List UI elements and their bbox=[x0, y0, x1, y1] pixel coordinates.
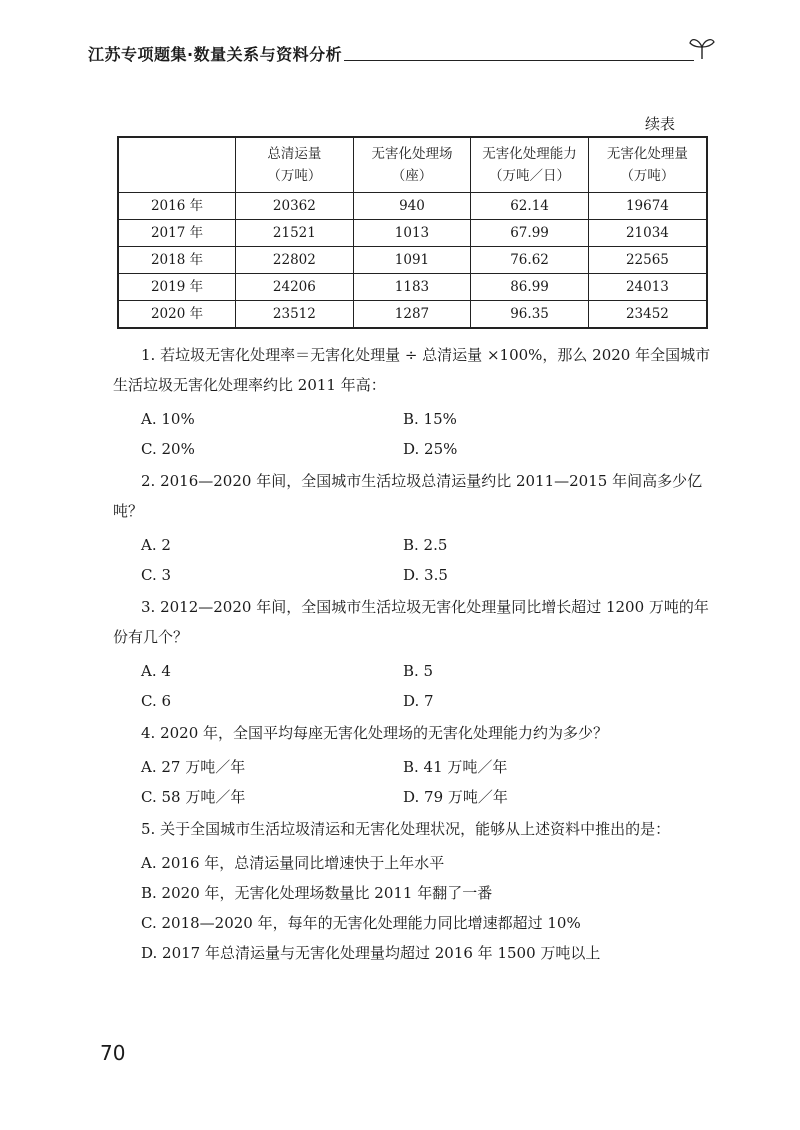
data-table bbox=[117, 136, 708, 329]
option-a[interactable]: A. 4 bbox=[141, 662, 171, 680]
option-b[interactable]: B. 15% bbox=[403, 410, 457, 428]
question-1 bbox=[113, 340, 713, 464]
column-header-unit: （万吨） bbox=[267, 168, 322, 184]
option-a[interactable]: A. 27 万吨／年 bbox=[141, 758, 246, 776]
table-cell: 76.62 bbox=[471, 247, 589, 274]
table-header-row bbox=[118, 137, 707, 193]
table-cell: 23452 bbox=[588, 301, 707, 329]
column-header-name: 无害化处理场 bbox=[371, 145, 453, 162]
column-header bbox=[588, 137, 707, 193]
table-row bbox=[118, 301, 707, 329]
option-b[interactable]: B. 2020 年，无害化处理场数量比 2011 年翻了一番 bbox=[141, 884, 493, 902]
table-cell: 22565 bbox=[588, 247, 707, 274]
option-d[interactable]: D. 3.5 bbox=[403, 566, 448, 584]
option-c[interactable]: C. 3 bbox=[141, 566, 172, 584]
column-header bbox=[236, 137, 354, 193]
table-row bbox=[118, 274, 707, 301]
question-4 bbox=[113, 718, 713, 812]
option-d[interactable]: D. 79 万吨／年 bbox=[403, 788, 508, 806]
question-list bbox=[113, 340, 713, 970]
table-cell: 20362 bbox=[236, 193, 354, 220]
option-a[interactable]: A. 2016 年，总清运量同比增速快于上年水平 bbox=[141, 854, 445, 872]
option-b[interactable]: B. 41 万吨／年 bbox=[403, 758, 508, 776]
option-b[interactable]: B. 2.5 bbox=[403, 536, 448, 554]
table-cell: 1013 bbox=[353, 220, 471, 247]
page-number: 70 bbox=[100, 1041, 126, 1065]
column-header-unit: （万吨／日） bbox=[489, 168, 571, 184]
table-cell: 21521 bbox=[236, 220, 354, 247]
question-3 bbox=[113, 592, 713, 716]
option-b[interactable]: B. 5 bbox=[403, 662, 434, 680]
table-cell: 1287 bbox=[353, 301, 471, 329]
column-header-name: 无害化处理能力 bbox=[482, 145, 577, 162]
answer-options bbox=[113, 404, 713, 464]
option-c[interactable]: C. 2018—2020 年，每年的无害化处理能力同比增速都超过 10% bbox=[141, 914, 581, 932]
table-cell: 22802 bbox=[236, 247, 354, 274]
column-header bbox=[471, 137, 589, 193]
column-header-unit: （万吨） bbox=[620, 168, 675, 184]
answer-options bbox=[113, 530, 713, 590]
row-year: 2016 年 bbox=[118, 193, 236, 220]
table-cell: 19674 bbox=[588, 193, 707, 220]
table-row bbox=[118, 247, 707, 274]
row-year: 2019 年 bbox=[118, 274, 236, 301]
option-d[interactable]: D. 7 bbox=[403, 692, 434, 710]
question-stem: 4. 2020 年，全国平均每座无害化处理场的无害化处理能力约为多少？ bbox=[141, 724, 609, 742]
sprout-icon bbox=[688, 34, 716, 60]
table-cell: 940 bbox=[353, 193, 471, 220]
option-c[interactable]: C. 20% bbox=[141, 440, 195, 458]
table-cell: 62.14 bbox=[471, 193, 589, 220]
table-row bbox=[118, 220, 707, 247]
option-d[interactable]: D. 2017 年总清运量与无害化处理量均超过 2016 年 1500 万吨以上 bbox=[141, 944, 601, 962]
column-header-name: 总清运量 bbox=[267, 145, 322, 162]
option-c[interactable]: C. 6 bbox=[141, 692, 172, 710]
table-row bbox=[118, 193, 707, 220]
header-rule bbox=[344, 60, 694, 61]
row-year: 2018 年 bbox=[118, 247, 236, 274]
table-cell: 1183 bbox=[353, 274, 471, 301]
table-cell: 67.99 bbox=[471, 220, 589, 247]
column-header bbox=[353, 137, 471, 193]
table-cell: 24206 bbox=[236, 274, 354, 301]
answer-options bbox=[113, 752, 713, 812]
table-cell: 86.99 bbox=[471, 274, 589, 301]
question-stem: 1. 若垃圾无害化处理率＝无害化处理量 ÷ 总清运量 ×100%，那么 2020 年全国城市生活垃圾无害化处理率约比 2011 年高： bbox=[113, 346, 711, 394]
header-corner-cell bbox=[118, 137, 236, 193]
question-5 bbox=[113, 814, 713, 968]
table-cell: 24013 bbox=[588, 274, 707, 301]
option-d[interactable]: D. 25% bbox=[403, 440, 458, 458]
row-year: 2017 年 bbox=[118, 220, 236, 247]
table-cell: 23512 bbox=[236, 301, 354, 329]
table-cell: 21034 bbox=[588, 220, 707, 247]
question-stem: 5. 关于全国城市生活垃圾清运和无害化处理状况，能够从上述资料中推出的是： bbox=[141, 820, 671, 838]
row-year: 2020 年 bbox=[118, 301, 236, 329]
option-a[interactable]: A. 2 bbox=[141, 536, 171, 554]
column-header-name: 无害化处理量 bbox=[606, 145, 688, 162]
question-stem: 3. 2012—2020 年间，全国城市生活垃圾无害化处理量同比增长超过 1200 万吨的年份有几个？ bbox=[113, 598, 709, 646]
answer-options bbox=[113, 656, 713, 716]
table-cell: 96.35 bbox=[471, 301, 589, 329]
answer-options bbox=[113, 848, 713, 968]
running-header-title: 江苏专项题集·数量关系与资料分析 bbox=[88, 45, 343, 64]
option-a[interactable]: A. 10% bbox=[141, 410, 195, 428]
table-cell: 1091 bbox=[353, 247, 471, 274]
question-stem: 2. 2016—2020 年间，全国城市生活垃圾总清运量约比 2011—2015 年间高多少亿吨？ bbox=[113, 472, 703, 520]
question-2 bbox=[113, 466, 713, 590]
option-c[interactable]: C. 58 万吨／年 bbox=[141, 788, 246, 806]
column-header-unit: （座） bbox=[391, 168, 433, 184]
table-continued-label: 续表 bbox=[645, 115, 676, 133]
